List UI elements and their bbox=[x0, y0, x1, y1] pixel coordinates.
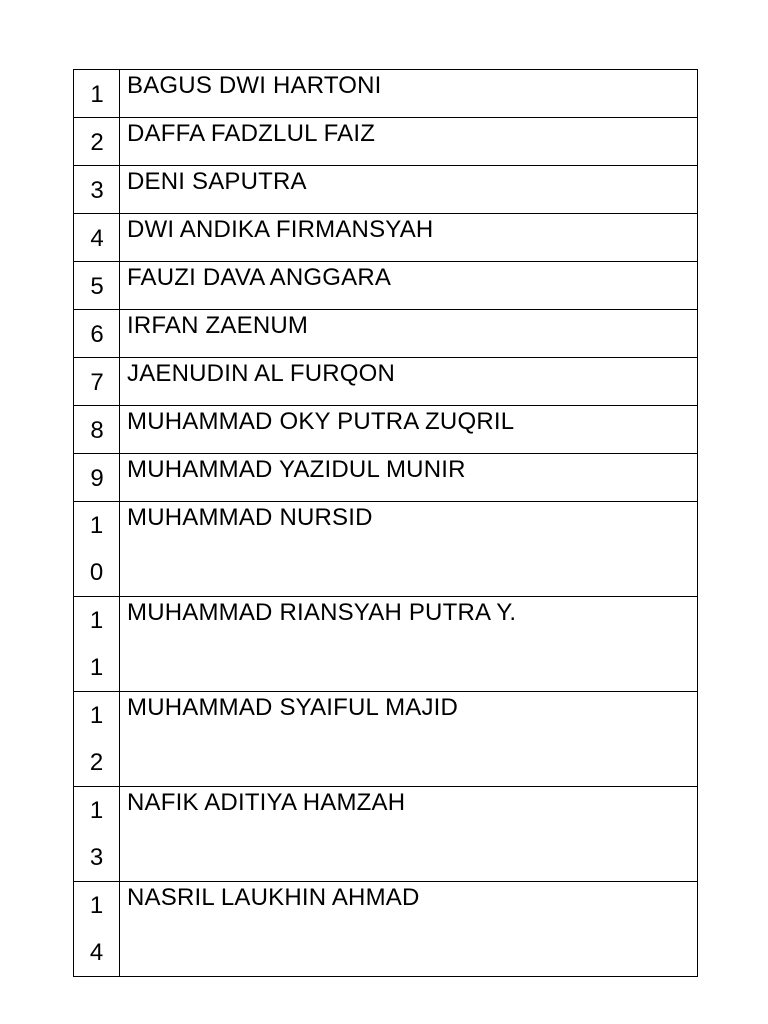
number-cell: 4 bbox=[74, 214, 120, 262]
number-cell: 10 bbox=[74, 502, 120, 597]
name-cell: BAGUS DWI HARTONI bbox=[120, 70, 698, 118]
name-cell: MUHAMMAD RIANSYAH PUTRA Y. bbox=[120, 597, 698, 692]
name-cell: IRFAN ZAENUM bbox=[120, 310, 698, 358]
number-cell: 5 bbox=[74, 262, 120, 310]
table-row bbox=[74, 310, 698, 358]
name-cell: MUHAMMAD SYAIFUL MAJID bbox=[120, 692, 698, 787]
name-cell: DAFFA FADZLUL FAIZ bbox=[120, 118, 698, 166]
name-cell: MUHAMMAD OKY PUTRA ZUQRIL bbox=[120, 406, 698, 454]
number-cell: 13 bbox=[74, 787, 120, 882]
number-cell: 6 bbox=[74, 310, 120, 358]
table-row bbox=[74, 214, 698, 262]
number-cell: 2 bbox=[74, 118, 120, 166]
table-row bbox=[74, 502, 698, 597]
name-list-table bbox=[73, 69, 698, 977]
number-cell: 1 bbox=[74, 70, 120, 118]
number-cell: 12 bbox=[74, 692, 120, 787]
table-row bbox=[74, 358, 698, 406]
name-cell: MUHAMMAD NURSID bbox=[120, 502, 698, 597]
table-row bbox=[74, 406, 698, 454]
number-cell: 8 bbox=[74, 406, 120, 454]
table-row bbox=[74, 166, 698, 214]
number-cell: 3 bbox=[74, 166, 120, 214]
name-cell: NAFIK ADITIYA HAMZAH bbox=[120, 787, 698, 882]
table-row bbox=[74, 787, 698, 882]
number-cell: 9 bbox=[74, 454, 120, 502]
table-row bbox=[74, 454, 698, 502]
table-row bbox=[74, 692, 698, 787]
table-row bbox=[74, 262, 698, 310]
name-cell: MUHAMMAD YAZIDUL MUNIR bbox=[120, 454, 698, 502]
table-row bbox=[74, 70, 698, 118]
name-cell: DENI SAPUTRA bbox=[120, 166, 698, 214]
table-row bbox=[74, 597, 698, 692]
name-cell: JAENUDIN AL FURQON bbox=[120, 358, 698, 406]
table-row bbox=[74, 882, 698, 977]
number-cell: 7 bbox=[74, 358, 120, 406]
name-cell: NASRIL LAUKHIN AHMAD bbox=[120, 882, 698, 977]
number-cell: 11 bbox=[74, 597, 120, 692]
name-cell: DWI ANDIKA FIRMANSYAH bbox=[120, 214, 698, 262]
name-cell: FAUZI DAVA ANGGARA bbox=[120, 262, 698, 310]
table-row bbox=[74, 118, 698, 166]
number-cell: 14 bbox=[74, 882, 120, 977]
